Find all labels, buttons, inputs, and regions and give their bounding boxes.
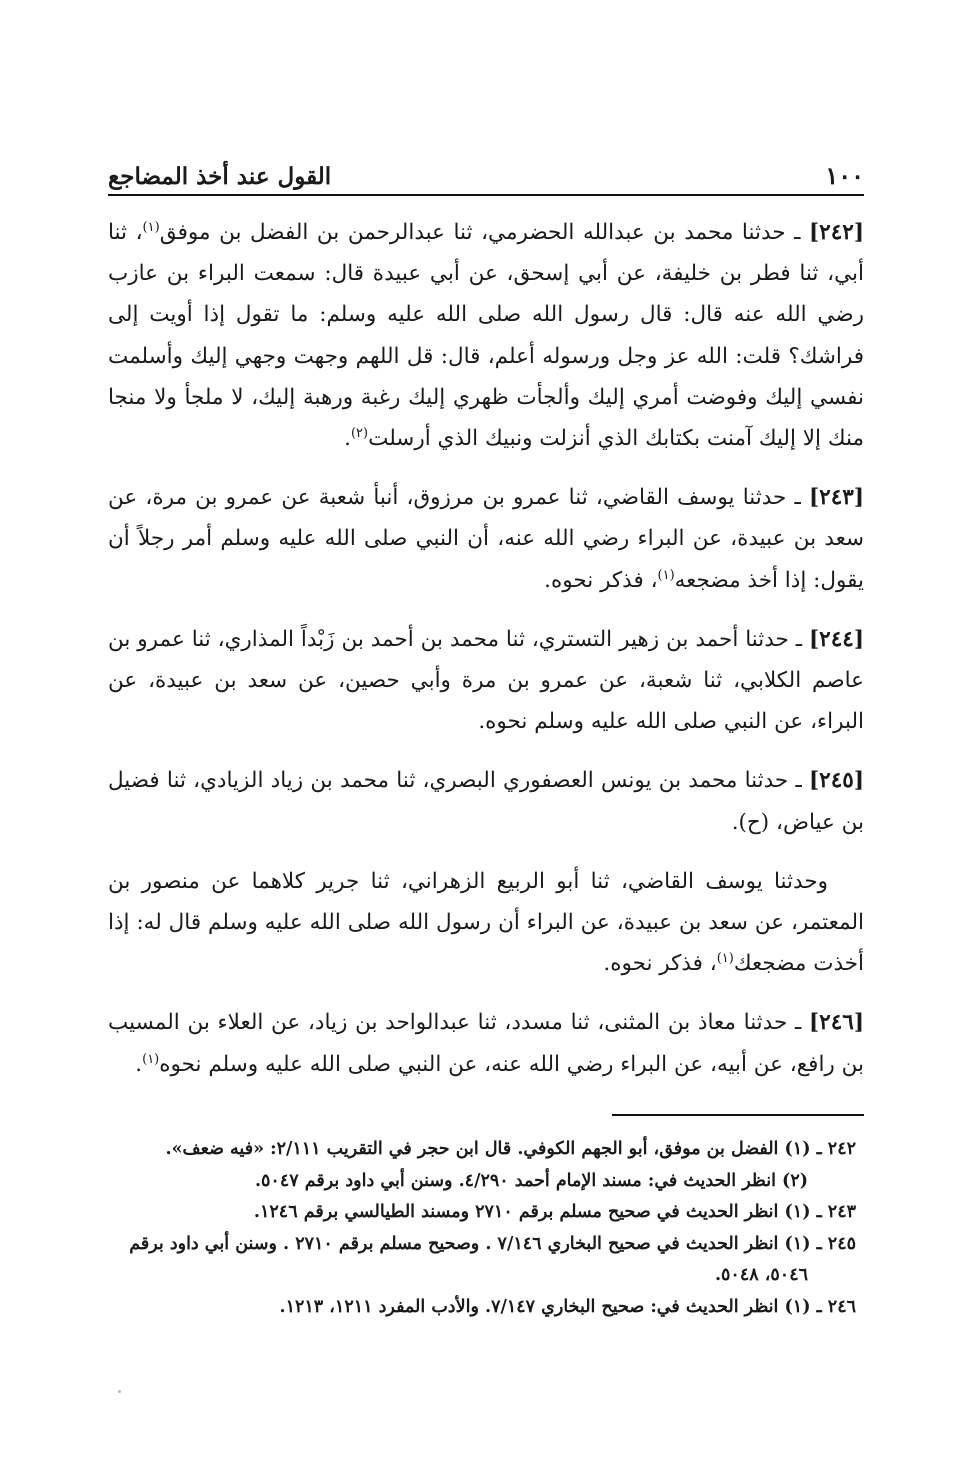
hadith-243: [108, 477, 864, 601]
footnote: ٢٤٢ ـ (١) الفضل بن موفق، أبو الجهم الكوفي. قال ابن حجر في التقريب ٢/١١١: «فيه ضعف».: [165, 1139, 856, 1159]
footnote-marker[interactable]: (١): [716, 951, 734, 967]
footnote-marker[interactable]: (١): [142, 219, 160, 235]
hadith-number: [٢٤٢]: [808, 220, 864, 245]
hadith-text: ـ حدثنا أحمد بن زهير التستري، ثنا محمد بن أحمد بن زَبْداً المذاري، ثنا عمرو بن عاصم الكلابي، ثنا شعبة، عن عمرو بن مرة وأبي حصين، عن سعد بن عبيدة، عن البراء، عن النبي صلى الله عليه وسلم نحوه.: [108, 626, 864, 735]
page-number: ١٠٠: [825, 161, 864, 190]
footnote: ٢٤٥ ـ (١) انظر الحديث في صحيح البخاري ٧/١٤٦ . وصحيح مسلم برقم ٢٧١٠ . وسنن أبي داود برقم: [129, 1233, 856, 1254]
main-text: [108, 212, 864, 1103]
hadith-text-cont: ، ثنا أبي، ثنا فطر بن خليفة، عن أبي إسحق، عن أبي عبيدة قال: سمعت البراء بن عازب رضي الله عنه قال: قال رسول الله صلى الله عليه وسلم: ما تقول إذا أويت إلى فراشك؟ قلت: الله عز وجل ورسوله أعلم، قال: قل اللهم وجهت وجهي إليك وأسلمت نفسي إليك وفوضت أمري إليك وألجأت ظهري إليك رغبة ورهبة إليك، لا ملجأ ولا منجا منك إلا إليك آمنت بكتابك الذي أنزلت ونبيك الذي أرسلت: [108, 220, 864, 452]
hadith-number: [٢٤٣]: [808, 485, 864, 511]
hadith-text-cont: ، فذكر نحوه.: [603, 951, 717, 977]
footnote: ٢٤٦ ـ (١) انظر الحديث في: صحيح البخاري ٧/١٤٧. والأدب المفرد ١٢١١، ١٢١٣.: [279, 1296, 856, 1317]
hadith-text: ـ حدثنا محمد بن يونس العصفوري البصري، ثنا محمد بن زياد الزيادي، ثنا فضيل بن عياض، (ح).: [108, 768, 864, 835]
hadith-number: [٢٤٦]: [808, 1010, 864, 1036]
hadith-text: ـ حدثنا يوسف القاضي، ثنا عمرو بن مرزوق، أنبأ شعبة عن عمرو بن مرة، عن سعد بن عبيدة، عن البراء رضي الله عنه، أن النبي صلى الله عليه وسلم أمر رجلاً أن يقول: إذا أخذ مضجعه: [108, 485, 864, 593]
footnotes: [108, 1134, 856, 1323]
footnote-marker[interactable]: (١): [657, 567, 675, 583]
hadith-text: ـ حدثنا محمد بن عبدالله الحضرمي، ثنا عبدالرحمن بن الفضل بن موفق: [159, 220, 809, 245]
hadith-text-cont: ، فذكر نحوه.: [544, 567, 658, 593]
footnote-marker[interactable]: (١): [142, 1051, 160, 1067]
hadith-245: [108, 760, 864, 842]
hadith-number: [٢٤٥]: [808, 768, 864, 794]
hadith-text: ـ حدثنا معاذ بن المثنى، ثنا مسدد، ثنا عبدالواحد بن زياد، عن العلاء بن المسيب بن رافع، عن أبيه، عن البراء رضي الله عنه، عن النبي صلى الله عليه وسلم نحوه: [108, 1010, 864, 1077]
page-header: [108, 150, 864, 196]
footnote-marker[interactable]: (٢): [350, 425, 369, 441]
hadith-text: وحدثنا يوسف القاضي، ثنا أبو الربيع الزهراني، ثنا جرير كلاهما عن منصور بن المعتمر، عن سعد بن عبيدة، عن البراء أن رسول الله صلى الله عليه وسلم قال له: إذا أخذت مضجعك: [108, 868, 864, 977]
footnote: (٢) انظر الحديث في: مسند الإمام أحمد ٤/٢٩٠. وسنن أبي داود برقم ٥٠٤٧.: [254, 1170, 808, 1191]
footnote-continuation: ٥٠٤٦، ٥٠٤٨.: [714, 1265, 808, 1285]
footnote-separator: [612, 1114, 864, 1116]
hadith-end: .: [344, 426, 351, 452]
scan-speck: [118, 1390, 121, 1393]
hadith-244: [108, 619, 864, 743]
footnote: ٢٤٣ ـ (١) انظر الحديث في صحيح مسلم برقم ٢٧١٠ ومسند الطيالسي برقم ١٢٤٦.: [253, 1202, 856, 1222]
hadith-text-cont: .: [135, 1051, 143, 1077]
hadith-242: [108, 212, 864, 459]
hadith-number: [٢٤٤]: [808, 626, 864, 652]
running-title: القول عند أخذ المضاجع: [108, 163, 332, 190]
hadith-245-second-chain: [108, 861, 864, 985]
hadith-246: [108, 1002, 864, 1084]
